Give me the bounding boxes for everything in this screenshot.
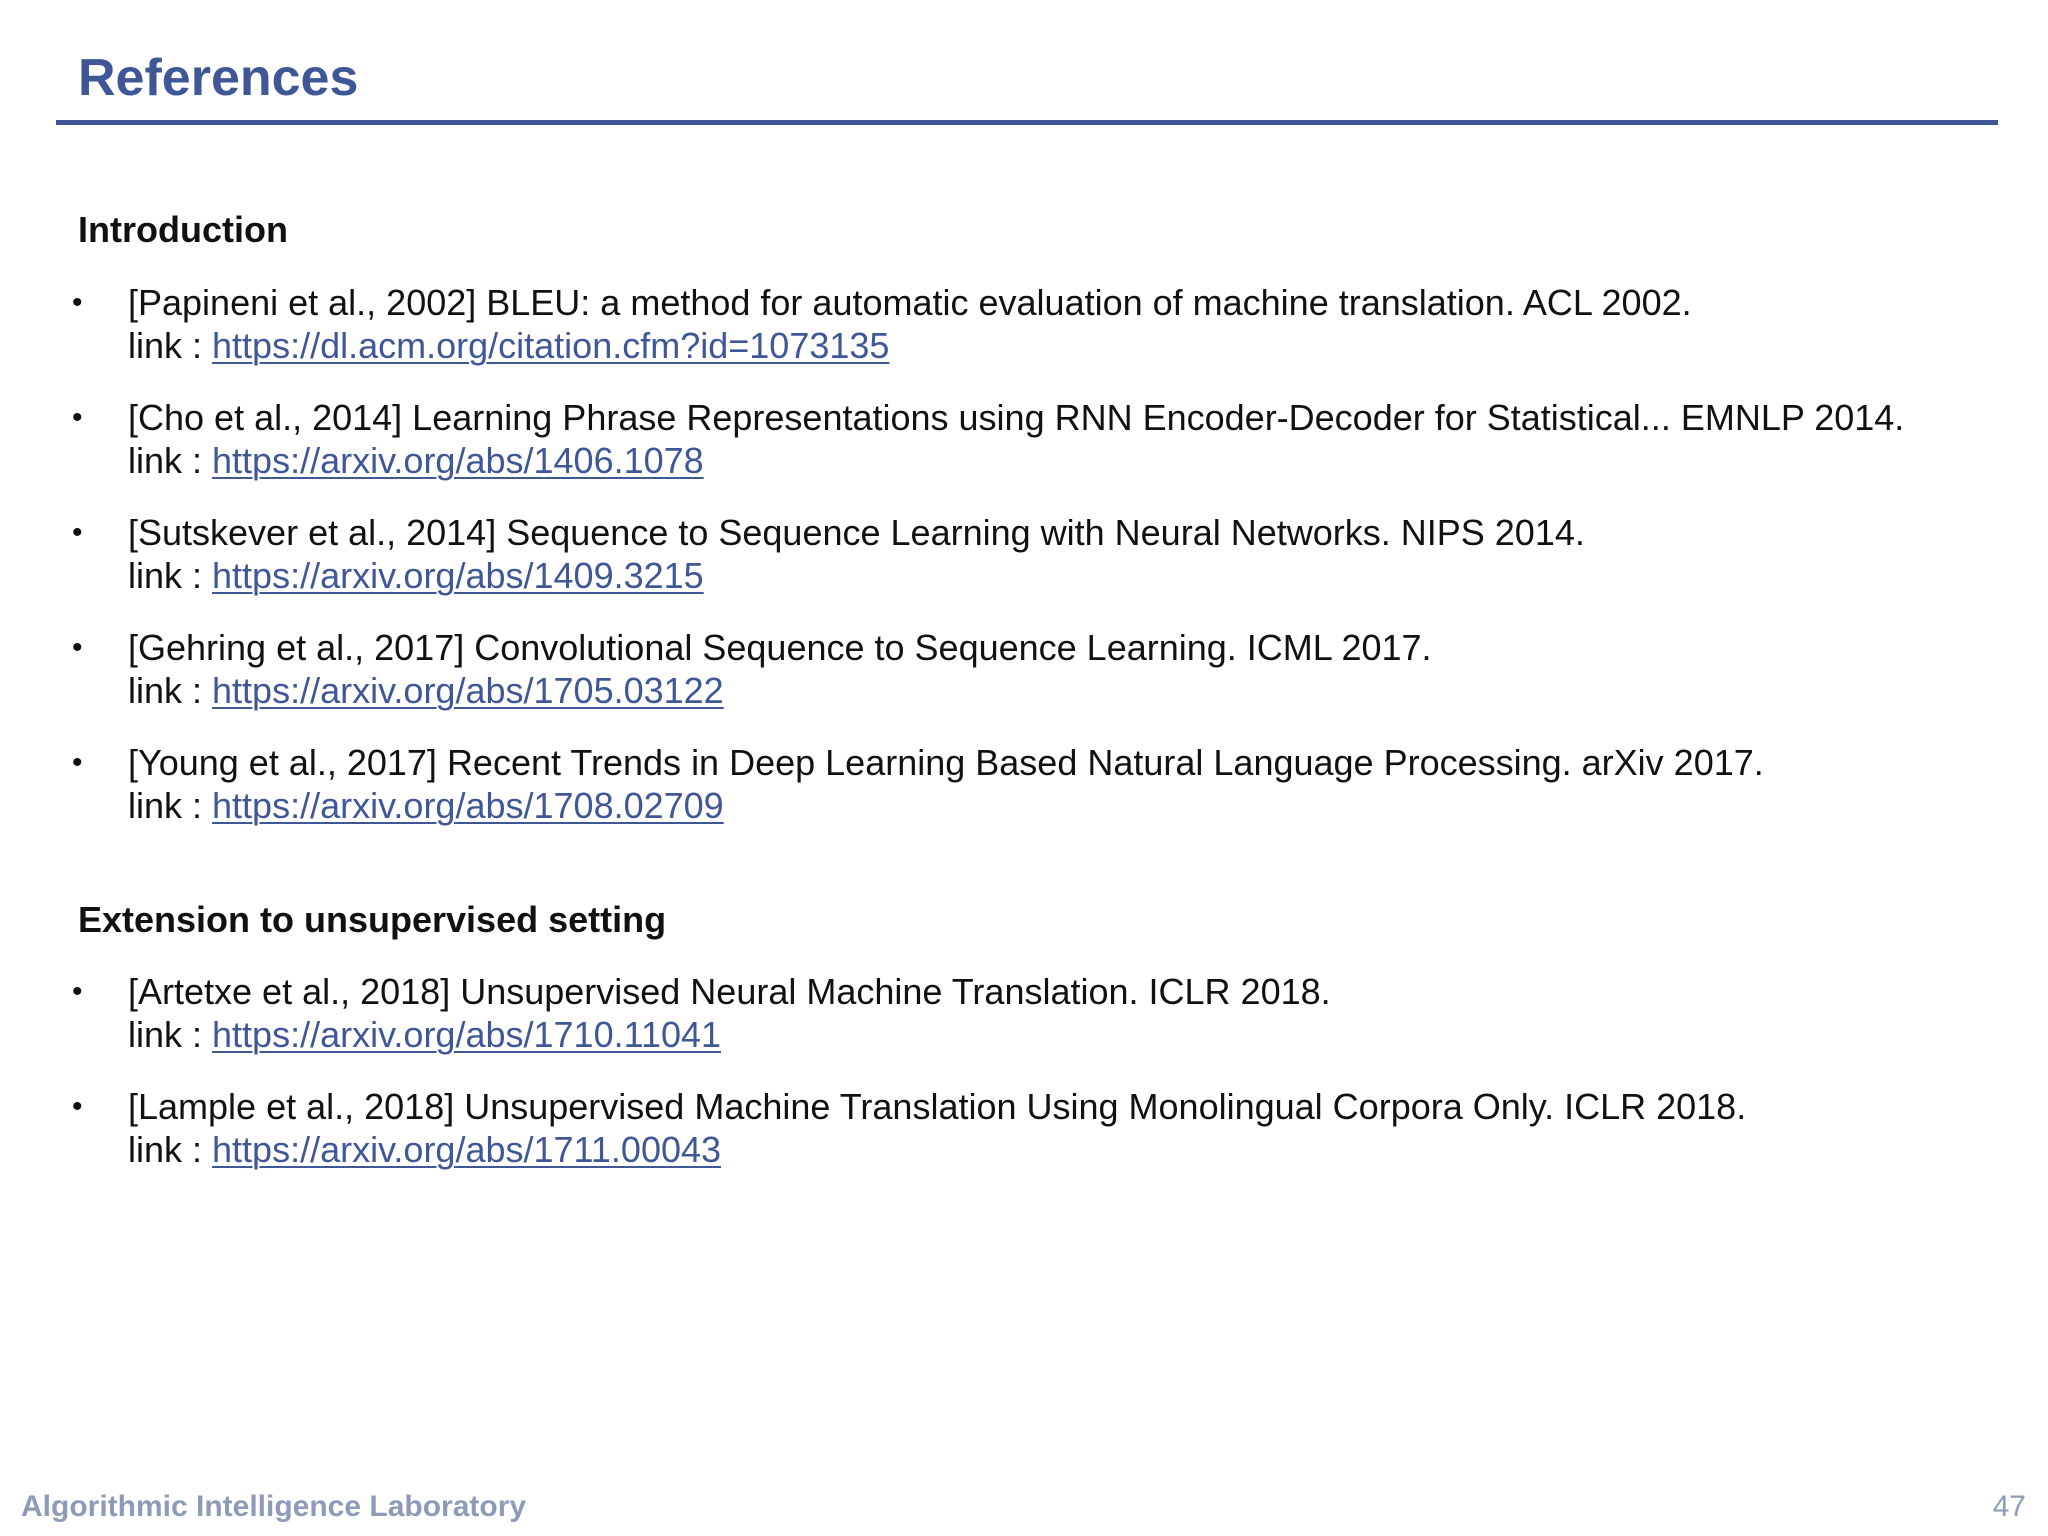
bullet-icon: • [72, 631, 83, 664]
reference-item [70, 396, 1904, 482]
bullet-icon: • [72, 516, 83, 549]
page-number: 47 [1992, 1490, 2026, 1523]
link-label: link : [128, 1014, 213, 1055]
link-label: link : [128, 440, 213, 481]
reference-list-introduction [70, 281, 1904, 827]
bullet-icon: • [72, 1090, 83, 1123]
reference-link-line [128, 324, 1904, 367]
bullet-icon: • [72, 975, 83, 1008]
reference-link[interactable]: https://dl.acm.org/citation.cfm?id=1073135 [212, 325, 890, 366]
reference-link[interactable]: https://arxiv.org/abs/1710.11041 [212, 1014, 722, 1055]
reference-link-line [128, 554, 1904, 597]
section-heading-unsupervised: Extension to unsupervised setting [78, 899, 667, 940]
title-divider [56, 120, 1998, 125]
reference-item [70, 511, 1904, 597]
reference-item [70, 626, 1904, 712]
page-title: References [78, 49, 359, 107]
link-label: link : [128, 325, 213, 366]
reference-citation: [Gehring et al., 2017] Convolutional Sequence to Sequence Learning. ICML 2017. [128, 627, 1432, 668]
link-label: link : [128, 1129, 213, 1170]
reference-link-line [128, 1128, 1746, 1171]
reference-link-line [128, 784, 1904, 827]
reference-link-line [128, 669, 1904, 712]
link-label: link : [128, 670, 213, 711]
bullet-icon: • [72, 286, 83, 319]
reference-citation: [Lample et al., 2018] Unsupervised Machine Translation Using Monolingual Corpora Only. ICLR 2018. [128, 1086, 1747, 1127]
bullet-icon: • [72, 746, 83, 779]
reference-link[interactable]: https://arxiv.org/abs/1705.03122 [212, 670, 724, 711]
reference-link[interactable]: https://arxiv.org/abs/1409.3215 [212, 555, 704, 596]
reference-citation: [Sutskever et al., 2014] Sequence to Sequence Learning with Neural Networks. NIPS 2014. [128, 512, 1585, 553]
reference-link[interactable]: https://arxiv.org/abs/1711.00043 [212, 1129, 722, 1170]
reference-citation: [Papineni et al., 2002] BLEU: a method for automatic evaluation of machine translation. ACL 2002. [128, 282, 1692, 323]
reference-citation: [Artetxe et al., 2018] Unsupervised Neural Machine Translation. ICLR 2018. [128, 971, 1331, 1012]
footer-lab-name: Algorithmic Intelligence Laboratory [21, 1490, 527, 1523]
reference-item [70, 741, 1904, 827]
reference-link-line [128, 439, 1904, 482]
bullet-icon: • [72, 401, 83, 434]
reference-item [70, 1085, 1746, 1171]
link-label: link : [128, 555, 213, 596]
reference-citation: [Cho et al., 2014] Learning Phrase Representations using RNN Encoder-Decoder for Statistical... EMNLP 2014. [128, 397, 1905, 438]
reference-item [70, 281, 1904, 367]
reference-item [70, 970, 1746, 1056]
reference-citation: [Young et al., 2017] Recent Trends in Deep Learning Based Natural Language Processing. arXiv 2017. [128, 742, 1764, 783]
reference-link[interactable]: https://arxiv.org/abs/1708.02709 [212, 785, 724, 826]
reference-link-line [128, 1013, 1746, 1056]
reference-link[interactable]: https://arxiv.org/abs/1406.1078 [212, 440, 704, 481]
section-heading-introduction: Introduction [78, 209, 288, 250]
link-label: link : [128, 785, 213, 826]
reference-list-unsupervised [70, 970, 1746, 1171]
